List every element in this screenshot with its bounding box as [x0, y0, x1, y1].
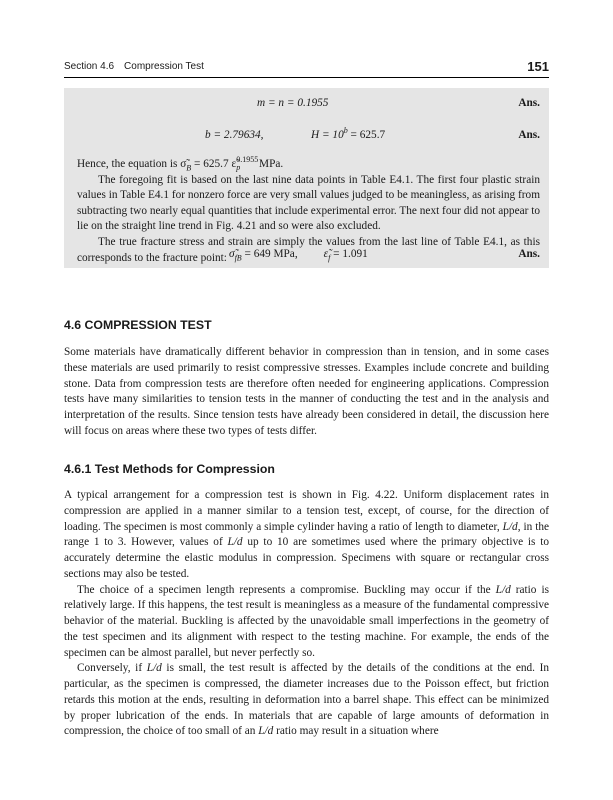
running-header	[64, 59, 549, 78]
body-paragraph: Some materials have dramatically different behavior in compression than in tension, and in some cases these materials are used primarily to resist compressive stresses. Examples include concrete and building stone. Data from compression tests are therefore often needed for engineering applications. Compression tests have many similarities to tension tests in the manner of conducting the test and in the analysis and interpretation of the results. Since tension tests have already been considered in detail, the discussion here will focus on areas where these two types of tests differ.	[64, 346, 549, 437]
section-heading-4-6: 4.6 COMPRESSION TEST	[64, 318, 212, 332]
equation-m-n: m = n = 0.1955	[257, 97, 329, 109]
answer-label: Ans.	[518, 129, 540, 141]
equation-fracture: $\sigmã_{fB} = 649$ MPa, $\varepsiloñ_f = 1.091$	[229, 248, 368, 263]
example-solution-box	[64, 88, 549, 268]
section-4-6-body	[64, 345, 549, 440]
header-section-number: Section 4.6	[64, 61, 115, 72]
body-paragraph: The choice of a specimen length represents a compromise. Buckling may occur if the L/d ratio is relatively large. If this happens, the test result is meaningless as a measure of the fundamental compressive behavior of the material. Buckling is affected by the unavoidable small imperfections in the geometry of the test specimen and its alignment with respect to the testing machine. For example, the ends of the specimen can be almost parallel, but never perfectly so.	[64, 583, 549, 659]
body-paragraph: Conversely, if L/d is small, the test result is affected by the details of the conditions at the end. In particular, as the specimen is compressed, the diameter increases due to the Poisson effect, but friction retards this motion at the ends, resulting in deformation into a barrel shape. This effect can be minimized by proper lubrication of the ends. In materials that are capable of large amounts of deformation in compression, the choice of too small of an L/d ratio may result in a situation where	[64, 662, 550, 738]
answer-label: Ans.	[518, 248, 540, 260]
section-heading-4-6-1: 4.6.1 Test Methods for Compression	[64, 462, 275, 476]
answer-label: Ans.	[518, 97, 540, 109]
page-number: 151	[527, 59, 549, 74]
body-paragraph: A typical arrangement for a compression test is shown in Fig. 4.22. Uniform displacement rates in compression are applied in a manner similar to a tension test, except, of course, for the direction of loading. The specimen is most commonly a simple cylinder having a ratio of length to diameter, L/d, in the range 1 to 3. However, values of L/d up to 10 are sometimes used where the primary objective is to accurately determine the elastic modulus in compression. Specimens with square or rectangular cross sections may also be tested.	[64, 489, 549, 580]
section-4-6-1-body	[64, 488, 549, 740]
equation-H: $H = 10^b = 625.7$	[311, 126, 386, 141]
example-paragraph: The foregoing fit is based on the last nine data points in Table E4.1. The first four plastic strain values in Table E4.1 for nonzero force are very small values judged to be meaningless, as arising from subtracting two nearly equal quantities that include experimental error. The next four did not appear to lie on the straight line trend in Fig. 4.21 and so were also excluded.	[77, 173, 540, 233]
example-paragraph: The true fracture stress and strain are simply the values from the last line of Table E4.1, as this corresponds to the fracture point:	[77, 235, 540, 264]
equation-b: b = 2.79634,	[205, 129, 264, 141]
header-section	[64, 61, 204, 72]
hence-equation: Hence, the equation is $\sigmã_B = 625.7$ ε̃$^{0.1955}_p$ MPa.	[77, 155, 284, 173]
header-section-title: Compression Test	[124, 61, 204, 72]
